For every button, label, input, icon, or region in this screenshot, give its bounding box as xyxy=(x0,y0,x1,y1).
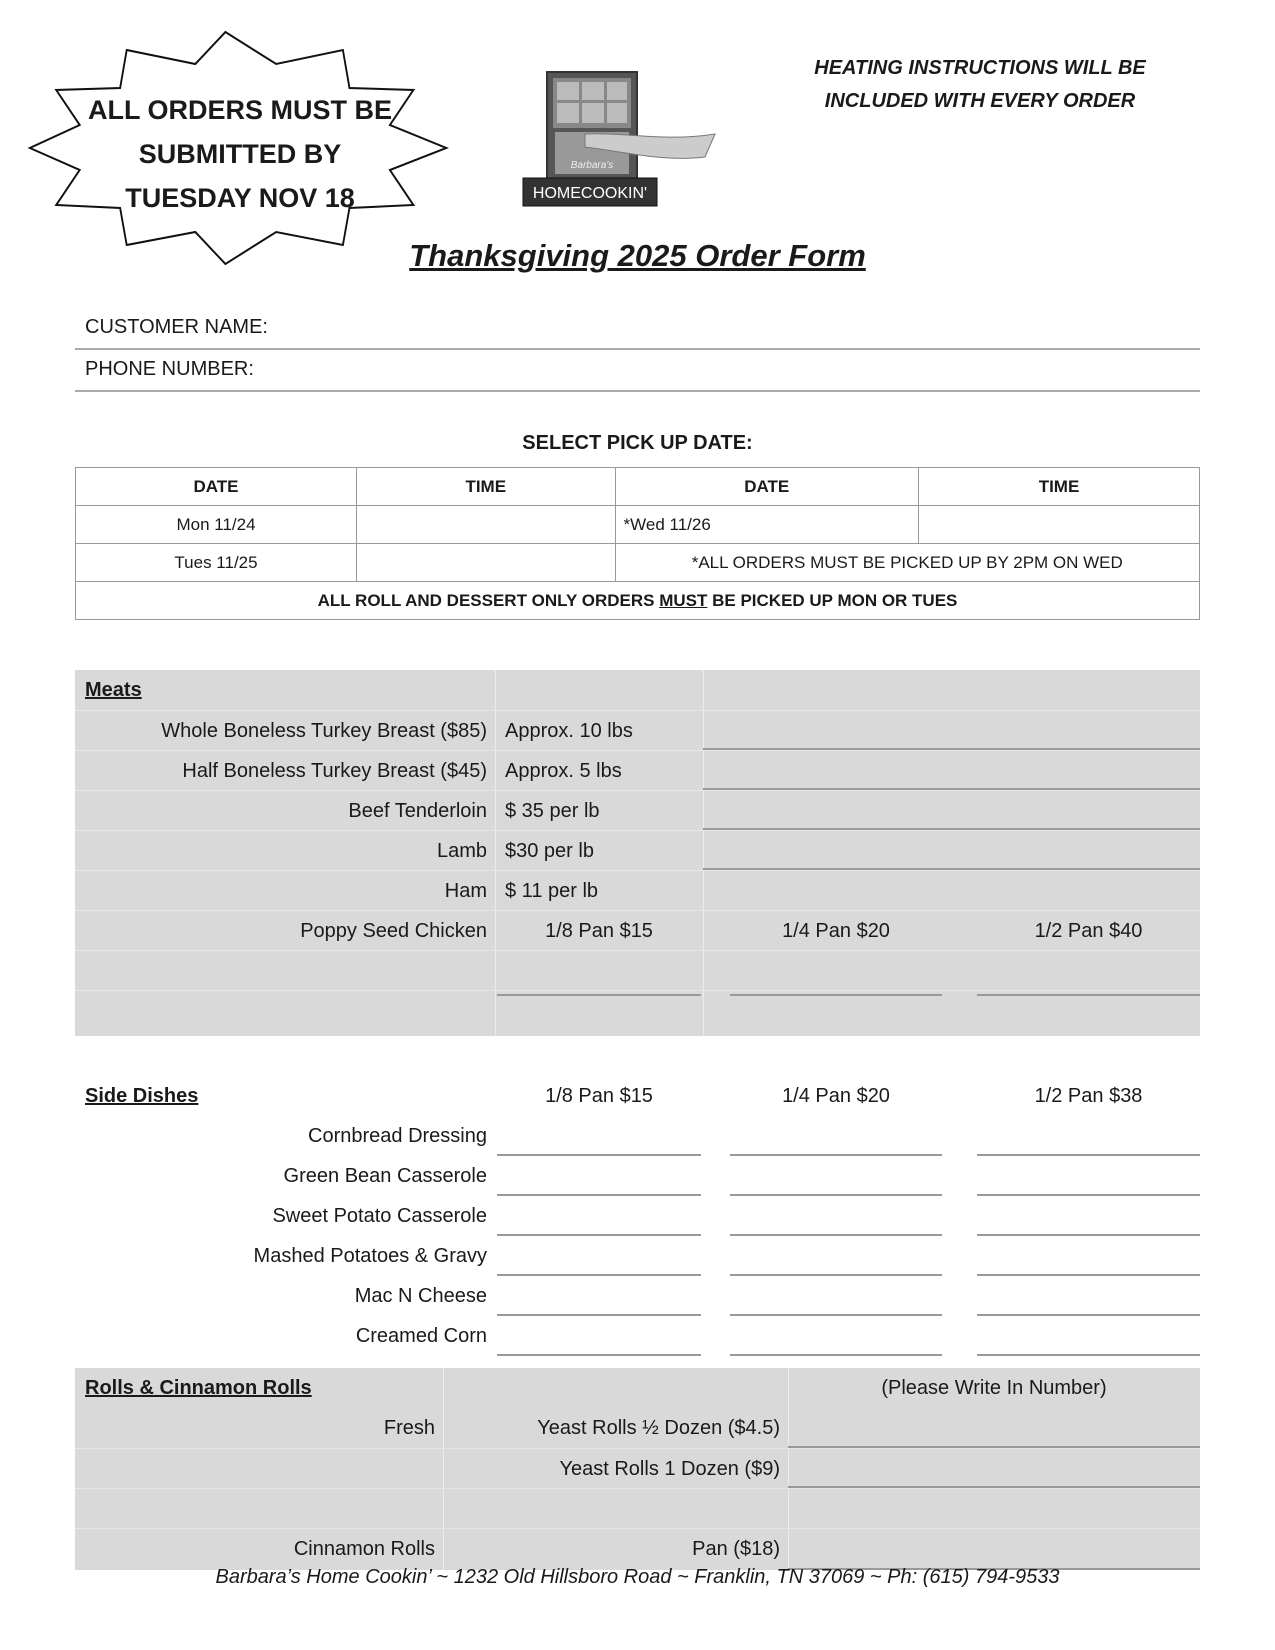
header-date: DATE xyxy=(76,468,357,506)
qty-line[interactable] xyxy=(497,994,701,996)
qty-line[interactable] xyxy=(497,1314,701,1316)
time-tues-input[interactable] xyxy=(357,544,616,582)
roll-dessert-notice xyxy=(76,582,1200,620)
qty-line[interactable] xyxy=(730,1234,942,1236)
deadline-line: ALL ORDERS MUST BE xyxy=(87,95,392,125)
phone-number-label: PHONE NUMBER: xyxy=(85,358,254,380)
rolls-header: Rolls & Cinnamon Rolls xyxy=(85,1377,312,1399)
heating-note xyxy=(790,52,1170,118)
heating-line: HEATING INSTRUCTIONS WILL BE xyxy=(814,57,1146,79)
date-wed[interactable]: *Wed 11/26 xyxy=(615,506,918,544)
pickup-table xyxy=(75,467,1200,620)
deadline-notice xyxy=(60,88,420,220)
qty-line[interactable] xyxy=(703,788,1200,790)
wed-pickup-note: *ALL ORDERS MUST BE PICKED UP BY 2PM ON WED xyxy=(615,544,1199,582)
logo-script: Barbara's xyxy=(570,160,614,171)
meat-row xyxy=(75,830,1200,870)
side-item: Mac N Cheese xyxy=(354,1285,487,1307)
deadline-line: TUESDAY NOV 18 xyxy=(125,183,355,213)
qty-line[interactable] xyxy=(977,1314,1200,1316)
poppy-row xyxy=(75,910,1200,950)
meat-name: Ham xyxy=(444,880,487,902)
qty-line[interactable] xyxy=(703,748,1200,750)
sides-header: Side Dishes xyxy=(85,1085,199,1107)
side-item: Cornbread Dressing xyxy=(308,1125,487,1147)
qty-line[interactable] xyxy=(977,1194,1200,1196)
meat-name: Half Boneless Turkey Breast ($45) xyxy=(182,760,487,782)
date-mon[interactable]: Mon 11/24 xyxy=(76,506,357,544)
time-mon-input[interactable] xyxy=(357,506,616,544)
meat-name: Beef Tenderloin xyxy=(348,800,487,822)
side-item: Green Bean Casserole xyxy=(283,1165,487,1187)
qty-line[interactable] xyxy=(788,1486,1200,1488)
date-tues[interactable]: Tues 11/25 xyxy=(76,544,357,582)
qty-line[interactable] xyxy=(977,1354,1200,1356)
qty-line[interactable] xyxy=(730,1314,942,1316)
header-time: TIME xyxy=(357,468,616,506)
qty-line[interactable] xyxy=(730,994,942,996)
qty-line[interactable] xyxy=(497,1154,701,1156)
header-date: DATE xyxy=(615,468,918,506)
page-title: Thanksgiving 2025 Order Form xyxy=(409,238,866,273)
qty-line[interactable] xyxy=(730,1194,942,1196)
poppy-size: 1/2 Pan $40 xyxy=(1034,920,1143,942)
qty-line[interactable] xyxy=(977,1274,1200,1276)
meat-detail: $ 11 per lb xyxy=(505,880,599,902)
qty-line[interactable] xyxy=(730,1274,942,1276)
poppy-size: 1/4 Pan $20 xyxy=(782,920,890,942)
footer-address: Barbara’s Home Cookin’ ~ 1232 Old Hillsboro Road ~ Franklin, TN 37069 ~ Ph: (615) 794-9533 xyxy=(215,1566,1060,1588)
meat-detail: $ 35 per lb xyxy=(505,800,600,822)
heating-line: INCLUDED WITH EVERY ORDER xyxy=(824,90,1136,112)
meats-section xyxy=(75,670,1200,1036)
qty-line[interactable] xyxy=(730,1154,942,1156)
roll-item: Yeast Rolls ½ Dozen ($4.5) xyxy=(537,1417,780,1439)
side-size: 1/4 Pan $20 xyxy=(782,1085,890,1107)
qty-line[interactable] xyxy=(497,1354,701,1356)
notice-text: ALL ROLL AND DESSERT ONLY ORDERS xyxy=(317,590,660,610)
meat-row xyxy=(75,750,1200,790)
qty-line[interactable] xyxy=(730,1354,942,1356)
qty-line[interactable] xyxy=(788,1446,1200,1448)
qty-line[interactable] xyxy=(977,994,1200,996)
side-size: 1/2 Pan $38 xyxy=(1034,1085,1143,1107)
side-item: Mashed Potatoes & Gravy xyxy=(253,1245,487,1267)
meat-row xyxy=(75,870,1200,910)
cinnamon-item: Pan ($18) xyxy=(692,1538,780,1560)
meats-header: Meats xyxy=(85,679,142,701)
meat-detail: $30 per lb xyxy=(505,840,594,862)
qty-line[interactable] xyxy=(703,828,1200,830)
side-size: 1/8 Pan $15 xyxy=(545,1085,653,1107)
notice-text: BE PICKED UP MON OR TUES xyxy=(707,590,958,610)
meat-row xyxy=(75,710,1200,750)
customer-name-field[interactable] xyxy=(75,310,1200,350)
roll-item: Yeast Rolls 1 Dozen ($9) xyxy=(559,1458,780,1480)
poppy-size: 1/8 Pan $15 xyxy=(545,920,653,942)
notice-emphasis: MUST xyxy=(659,590,708,610)
qty-line[interactable] xyxy=(497,1274,701,1276)
meat-detail: Approx. 10 lbs xyxy=(505,720,633,742)
sides-section xyxy=(75,1076,1200,1362)
header-time: TIME xyxy=(918,468,1199,506)
meat-row xyxy=(75,790,1200,830)
side-item: Sweet Potato Casserole xyxy=(272,1205,487,1227)
qty-line[interactable] xyxy=(703,868,1200,870)
meat-detail: Approx. 5 lbs xyxy=(505,760,622,782)
logo-brand: HOMECOOKIN' xyxy=(532,185,648,202)
homecookin-logo xyxy=(532,72,730,212)
qty-line[interactable] xyxy=(497,1234,701,1236)
qty-line[interactable] xyxy=(977,1154,1200,1156)
side-item: Creamed Corn xyxy=(355,1325,487,1347)
rolls-section xyxy=(75,1368,1200,1570)
rolls-note: (Please Write In Number) xyxy=(881,1377,1107,1399)
pickup-title: SELECT PICK UP DATE: xyxy=(522,432,753,454)
meat-name: Lamb xyxy=(436,840,487,862)
qty-line[interactable] xyxy=(497,1194,701,1196)
qty-line[interactable] xyxy=(977,1234,1200,1236)
phone-number-field[interactable] xyxy=(75,352,1200,392)
time-wed-input[interactable] xyxy=(918,506,1199,544)
deadline-line: SUBMITTED BY xyxy=(138,139,342,169)
fresh-label: Fresh xyxy=(383,1417,435,1439)
meat-name: Whole Boneless Turkey Breast ($85) xyxy=(161,720,487,742)
poppy-name: Poppy Seed Chicken xyxy=(300,920,487,942)
cinnamon-label: Cinnamon Rolls xyxy=(293,1538,435,1560)
customer-name-label: CUSTOMER NAME: xyxy=(85,316,268,338)
